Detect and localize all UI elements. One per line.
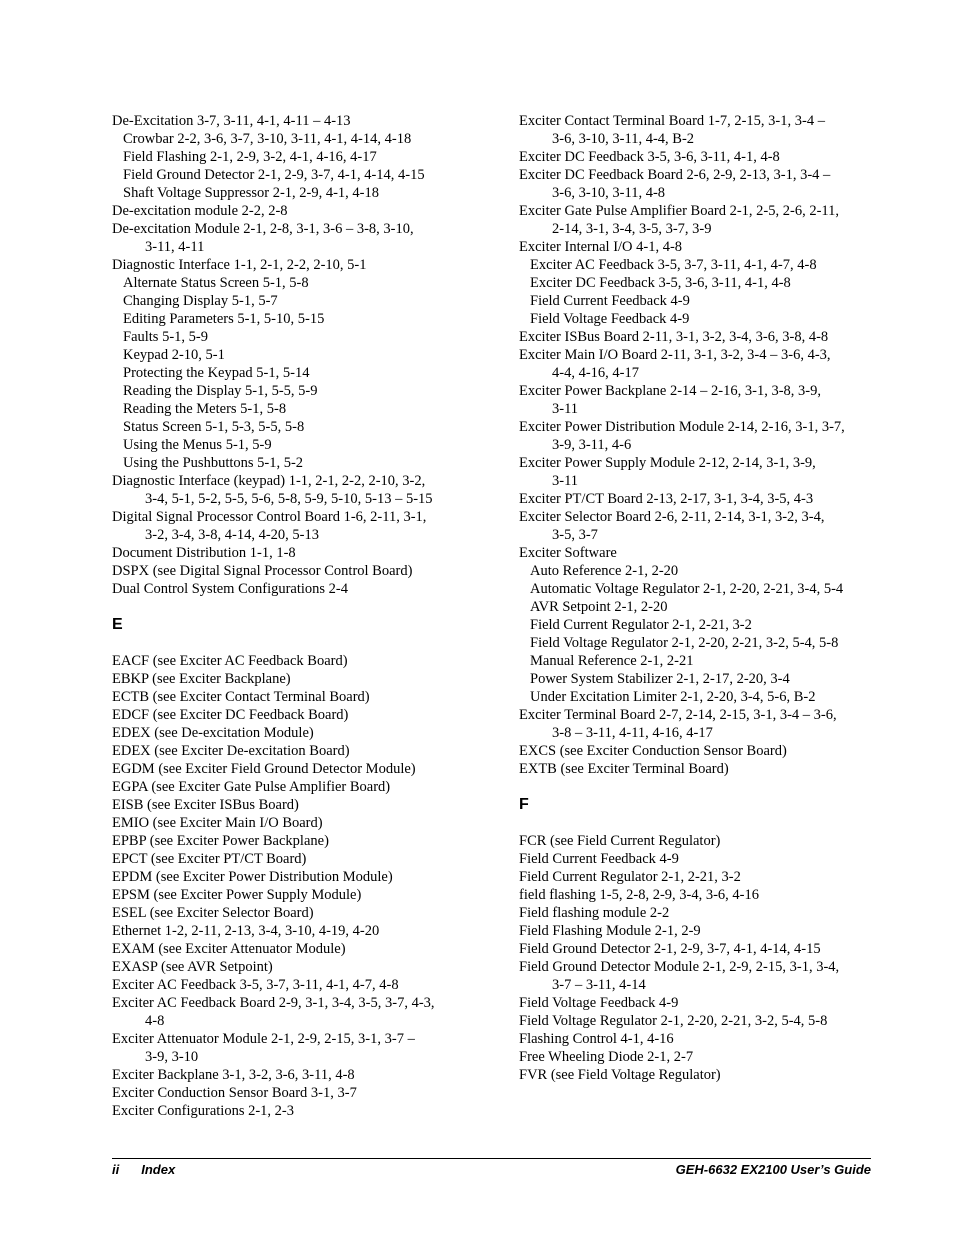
entry-text: De-Excitation 3-7, 3-11, 4-1, 4-11 – 4-13 bbox=[112, 113, 351, 129]
entry-continuation: 3-6, 3-10, 3-11, 4-8 bbox=[552, 185, 666, 201]
entry-text: Power System Stabilizer 2-1, 2-17, 2-20, 3-4 bbox=[530, 671, 790, 687]
index-subentry bbox=[112, 166, 472, 184]
entry-text: ESEL (see Exciter Selector Board) bbox=[112, 905, 314, 921]
index-entry bbox=[519, 904, 879, 922]
entry-text: EDEX (see Exciter De-excitation Board) bbox=[112, 743, 350, 759]
index-entry bbox=[519, 886, 879, 904]
entry-text: EDEX (see De-excitation Module) bbox=[112, 725, 314, 741]
index-subentry bbox=[519, 670, 879, 688]
page-number: ii bbox=[112, 1162, 120, 1177]
entry-text: EISB (see Exciter ISBus Board) bbox=[112, 797, 299, 813]
entry-text: Ethernet 1-2, 2-11, 2-13, 3-4, 3-10, 4-19, 4-20 bbox=[112, 923, 380, 939]
entry-text: Document Distribution 1-1, 1-8 bbox=[112, 545, 296, 561]
entry-text: Exciter DC Feedback Board 2-6, 2-9, 2-13, 3-1, 3-4 – bbox=[519, 167, 831, 183]
entry-text: Field Flashing Module 2-1, 2-9 bbox=[519, 923, 701, 939]
entry-text: Faults 5-1, 5-9 bbox=[123, 329, 208, 345]
entry-text: EACF (see Exciter AC Feedback Board) bbox=[112, 653, 348, 669]
index-subentry bbox=[519, 634, 879, 652]
index-entry bbox=[112, 112, 472, 130]
index-subentry bbox=[112, 148, 472, 166]
entry-continuation: 2-14, 3-1, 3-4, 3-5, 3-7, 3-9 bbox=[552, 221, 712, 237]
index-entry bbox=[112, 1084, 472, 1102]
entry-text: Field Current Regulator 2-1, 2-21, 3-2 bbox=[530, 617, 752, 633]
index-subentry bbox=[112, 364, 472, 382]
entry-text: Field flashing module 2-2 bbox=[519, 905, 670, 921]
entry-text: Exciter Internal I/O 4-1, 4-8 bbox=[519, 239, 683, 255]
entry-text: Digital Signal Processor Control Board 1-6, 2-11, 3-1, bbox=[112, 509, 427, 525]
entry-text: Exciter Conduction Sensor Board 3-1, 3-7 bbox=[112, 1085, 357, 1101]
entry-text: Auto Reference 2-1, 2-20 bbox=[530, 563, 679, 579]
entry-text: FCR (see Field Current Regulator) bbox=[519, 833, 721, 849]
entry-text: Field Voltage Feedback 4-9 bbox=[530, 311, 690, 327]
entry-text: Exciter Software bbox=[519, 545, 617, 561]
entry-continuation: 4-8 bbox=[145, 1013, 165, 1029]
index-entry bbox=[112, 508, 472, 544]
index-entry bbox=[519, 544, 879, 562]
index-entry bbox=[112, 976, 472, 994]
footer-divider bbox=[112, 1158, 871, 1159]
entry-text: De-excitation Module 2-1, 2-8, 3-1, 3-6 – 3-8, 3-10, bbox=[112, 221, 414, 237]
index-subentry bbox=[519, 688, 879, 706]
index-entry bbox=[519, 958, 879, 994]
index-subentry bbox=[112, 328, 472, 346]
index-entry bbox=[112, 220, 472, 256]
index-subentry bbox=[519, 580, 879, 598]
entry-text: Exciter AC Feedback 3-5, 3-7, 3-11, 4-1, 4-7, 4-8 bbox=[530, 257, 817, 273]
index-entry bbox=[112, 778, 472, 796]
entry-text: Exciter DC Feedback 3-5, 3-6, 3-11, 4-1, 4-8 bbox=[519, 149, 780, 165]
entry-text: EPCT (see Exciter PT/CT Board) bbox=[112, 851, 307, 867]
index-entry bbox=[112, 868, 472, 886]
index-entry bbox=[519, 238, 879, 256]
entry-text: Field Ground Detector 2-1, 2-9, 3-7, 4-1, 4-14, 4-15 bbox=[519, 941, 821, 957]
entry-continuation: 3-8 – 3-11, 4-11, 4-16, 4-17 bbox=[552, 725, 713, 741]
entry-continuation: 3-9, 3-10 bbox=[145, 1049, 199, 1065]
index-entry bbox=[519, 1048, 879, 1066]
index-subentry bbox=[112, 184, 472, 202]
index-subentry bbox=[112, 292, 472, 310]
entry-text: EPDM (see Exciter Power Distribution Module) bbox=[112, 869, 393, 885]
index-entry bbox=[519, 994, 879, 1012]
index-entry bbox=[112, 1066, 472, 1084]
entry-text: FVR (see Field Voltage Regulator) bbox=[519, 1067, 721, 1083]
index-entry bbox=[112, 472, 472, 508]
entry-text: Alternate Status Screen 5-1, 5-8 bbox=[123, 275, 309, 291]
index-entry bbox=[519, 760, 879, 778]
index-entry bbox=[519, 382, 879, 418]
index-entry bbox=[112, 256, 472, 274]
index-entry bbox=[112, 202, 472, 220]
section-heading: F bbox=[519, 796, 529, 813]
entry-text: EPSM (see Exciter Power Supply Module) bbox=[112, 887, 362, 903]
index-entry bbox=[519, 346, 879, 382]
index-entry bbox=[519, 418, 879, 454]
entry-text: Field Ground Detector 2-1, 2-9, 3-7, 4-1, 4-14, 4-15 bbox=[123, 167, 425, 183]
entry-continuation: 3-6, 3-10, 3-11, 4-4, B-2 bbox=[552, 131, 695, 147]
entry-continuation: 4-4, 4-16, 4-17 bbox=[552, 365, 639, 381]
index-entry bbox=[519, 832, 879, 850]
index-subentry bbox=[112, 346, 472, 364]
index-entry bbox=[112, 706, 472, 724]
index-subentry bbox=[112, 400, 472, 418]
index-subentry bbox=[112, 382, 472, 400]
entry-text: Exciter Gate Pulse Amplifier Board 2-1, 2-5, 2-6, 2-11, bbox=[519, 203, 839, 219]
entry-text: Exciter AC Feedback Board 2-9, 3-1, 3-4, 3-5, 3-7, 4-3, bbox=[112, 995, 435, 1011]
entry-text: Editing Parameters 5-1, 5-10, 5-15 bbox=[123, 311, 325, 327]
index-entry bbox=[112, 796, 472, 814]
entry-text: EXCS (see Exciter Conduction Sensor Board) bbox=[519, 743, 787, 759]
entry-continuation: 3-11 bbox=[552, 401, 579, 417]
index-subentry bbox=[519, 256, 879, 274]
entry-continuation: 3-11 bbox=[552, 473, 579, 489]
index-entry bbox=[112, 886, 472, 904]
entry-text: DSPX (see Digital Signal Processor Control Board) bbox=[112, 563, 413, 579]
index-entry bbox=[519, 742, 879, 760]
entry-text: Automatic Voltage Regulator 2-1, 2-20, 2-21, 3-4, 5-4 bbox=[530, 581, 844, 597]
index-subentry bbox=[519, 310, 879, 328]
entry-text: De-excitation module 2-2, 2-8 bbox=[112, 203, 288, 219]
index-entry bbox=[519, 1030, 879, 1048]
index-entry bbox=[519, 454, 879, 490]
index-column-right bbox=[519, 112, 879, 1084]
index-entry bbox=[519, 868, 879, 886]
entry-text: Field Ground Detector Module 2-1, 2-9, 2-15, 3-1, 3-4, bbox=[519, 959, 840, 975]
index-entry bbox=[112, 688, 472, 706]
entry-text: AVR Setpoint 2-1, 2-20 bbox=[530, 599, 668, 615]
entry-text: EGDM (see Exciter Field Ground Detector Module) bbox=[112, 761, 416, 777]
entry-text: Exciter Power Backplane 2-14 – 2-16, 3-1, 3-8, 3-9, bbox=[519, 383, 822, 399]
entry-text: Exciter Main I/O Board 2-11, 3-1, 3-2, 3-4 – 3-6, 4-3, bbox=[519, 347, 831, 363]
entry-text: EDCF (see Exciter DC Feedback Board) bbox=[112, 707, 349, 723]
entry-continuation: 3-9, 3-11, 4-6 bbox=[552, 437, 632, 453]
entry-text: EXAM (see Exciter Attenuator Module) bbox=[112, 941, 346, 957]
index-entry bbox=[112, 652, 472, 670]
entry-text: Manual Reference 2-1, 2-21 bbox=[530, 653, 694, 669]
index-entry bbox=[112, 850, 472, 868]
index-entry bbox=[112, 994, 472, 1030]
entry-text: Field Voltage Feedback 4-9 bbox=[519, 995, 679, 1011]
index-entry bbox=[519, 940, 879, 958]
index-entry bbox=[112, 940, 472, 958]
index-entry bbox=[112, 544, 472, 562]
index-entry bbox=[112, 922, 472, 940]
entry-text: Changing Display 5-1, 5-7 bbox=[123, 293, 278, 309]
index-subentry bbox=[519, 562, 879, 580]
index-subentry bbox=[519, 652, 879, 670]
entry-text: Exciter Terminal Board 2-7, 2-14, 2-15, 3-1, 3-4 – 3-6, bbox=[519, 707, 837, 723]
index-entry bbox=[112, 1030, 472, 1066]
index-entry bbox=[519, 166, 879, 202]
entry-text: Field Current Feedback 4-9 bbox=[519, 851, 679, 867]
index-entry bbox=[519, 706, 879, 742]
index-entry bbox=[112, 742, 472, 760]
index-entry bbox=[112, 760, 472, 778]
index-entry bbox=[519, 112, 879, 148]
entry-text: Field Current Feedback 4-9 bbox=[530, 293, 690, 309]
index-entry bbox=[112, 958, 472, 976]
entry-text: Exciter DC Feedback 3-5, 3-6, 3-11, 4-1, 4-8 bbox=[530, 275, 791, 291]
entry-text: Under Excitation Limiter 2-1, 2-20, 3-4, 5-6, B-2 bbox=[530, 689, 816, 705]
entry-text: Shaft Voltage Suppressor 2-1, 2-9, 4-1, 4-18 bbox=[123, 185, 380, 201]
section-heading: E bbox=[112, 616, 123, 633]
entry-text: Exciter Power Supply Module 2-12, 2-14, 3-1, 3-9, bbox=[519, 455, 816, 471]
entry-text: Exciter Power Distribution Module 2-14, 2-16, 3-1, 3-7, bbox=[519, 419, 845, 435]
entry-text: Field Flashing 2-1, 2-9, 3-2, 4-1, 4-16, 4-17 bbox=[123, 149, 377, 165]
entry-text: Crowbar 2-2, 3-6, 3-7, 3-10, 3-11, 4-1, 4-14, 4-18 bbox=[123, 131, 412, 147]
entry-text: Exciter Configurations 2-1, 2-3 bbox=[112, 1103, 295, 1119]
index-entry bbox=[112, 904, 472, 922]
entry-text: Using the Menus 5-1, 5-9 bbox=[123, 437, 272, 453]
entry-text: Diagnostic Interface 1-1, 2-1, 2-2, 2-10, 5-1 bbox=[112, 257, 367, 273]
index-entry bbox=[519, 148, 879, 166]
entry-text: EPBP (see Exciter Power Backplane) bbox=[112, 833, 329, 849]
index-entry bbox=[112, 724, 472, 742]
entry-text: Field Voltage Regulator 2-1, 2-20, 2-21, 3-2, 5-4, 5-8 bbox=[519, 1013, 828, 1029]
entry-text: Exciter Selector Board 2-6, 2-11, 2-14, 3-1, 3-2, 3-4, bbox=[519, 509, 825, 525]
index-entry bbox=[112, 580, 472, 598]
entry-text: Flashing Control 4-1, 4-16 bbox=[519, 1031, 674, 1047]
index-subentry bbox=[112, 454, 472, 472]
entry-continuation: 3-2, 3-4, 3-8, 4-14, 4-20, 5-13 bbox=[145, 527, 319, 543]
index-column-left bbox=[112, 112, 472, 1120]
index-entry bbox=[112, 832, 472, 850]
footer-doc-title: GEH-6632 EX2100 User’s Guide bbox=[675, 1162, 871, 1177]
index-subentry bbox=[519, 616, 879, 634]
index-entry bbox=[519, 850, 879, 868]
index-subentry bbox=[112, 130, 472, 148]
index-entry bbox=[519, 922, 879, 940]
entry-text: Exciter Backplane 3-1, 3-2, 3-6, 3-11, 4-8 bbox=[112, 1067, 355, 1083]
entry-text: Keypad 2-10, 5-1 bbox=[123, 347, 225, 363]
entry-text: Field Current Regulator 2-1, 2-21, 3-2 bbox=[519, 869, 741, 885]
footer-left bbox=[112, 1162, 175, 1178]
entry-text: Using the Pushbuttons 5-1, 5-2 bbox=[123, 455, 304, 471]
index-entry bbox=[519, 1066, 879, 1084]
entry-text: Free Wheeling Diode 2-1, 2-7 bbox=[519, 1049, 694, 1065]
index-entry bbox=[112, 670, 472, 688]
index-subentry bbox=[112, 418, 472, 436]
footer-section: Index bbox=[141, 1162, 176, 1177]
index-subentry bbox=[519, 598, 879, 616]
entry-text: Exciter Attenuator Module 2-1, 2-9, 2-15, 3-1, 3-7 – bbox=[112, 1031, 415, 1047]
index-entry bbox=[112, 1102, 472, 1120]
entry-text: EXTB (see Exciter Terminal Board) bbox=[519, 761, 729, 777]
entry-text: Exciter PT/CT Board 2-13, 2-17, 3-1, 3-4, 3-5, 4-3 bbox=[519, 491, 814, 507]
entry-text: Status Screen 5-1, 5-3, 5-5, 5-8 bbox=[123, 419, 305, 435]
entry-continuation: 3-5, 3-7 bbox=[552, 527, 598, 543]
entry-text: EGPA (see Exciter Gate Pulse Amplifier Board) bbox=[112, 779, 391, 795]
entry-text: Diagnostic Interface (keypad) 1-1, 2-1, 2-2, 2-10, 3-2, bbox=[112, 473, 426, 489]
entry-text: Exciter Contact Terminal Board 1-7, 2-15, 3-1, 3-4 – bbox=[519, 113, 825, 129]
index-entry bbox=[112, 562, 472, 580]
entry-text: ECTB (see Exciter Contact Terminal Board) bbox=[112, 689, 370, 705]
index-entry bbox=[519, 1012, 879, 1030]
entry-text: EBKP (see Exciter Backplane) bbox=[112, 671, 291, 687]
entry-text: Dual Control System Configurations 2-4 bbox=[112, 581, 349, 597]
entry-continuation: 3-4, 5-1, 5-2, 5-5, 5-6, 5-8, 5-9, 5-10, 5-13 – 5-15 bbox=[145, 491, 433, 507]
index-subentry bbox=[519, 274, 879, 292]
entry-text: Exciter AC Feedback 3-5, 3-7, 3-11, 4-1, 4-7, 4-8 bbox=[112, 977, 399, 993]
index-subentry bbox=[112, 310, 472, 328]
index-entry bbox=[519, 508, 879, 544]
entry-text: Field Voltage Regulator 2-1, 2-20, 2-21, 3-2, 5-4, 5-8 bbox=[530, 635, 839, 651]
entry-text: EMIO (see Exciter Main I/O Board) bbox=[112, 815, 323, 831]
entry-text: EXASP (see AVR Setpoint) bbox=[112, 959, 273, 975]
entry-text: field flashing 1-5, 2-8, 2-9, 3-4, 3-6, 4-16 bbox=[519, 887, 760, 903]
index-entry bbox=[112, 814, 472, 832]
entry-text: Reading the Display 5-1, 5-5, 5-9 bbox=[123, 383, 318, 399]
index-subentry bbox=[519, 292, 879, 310]
index-subentry bbox=[112, 274, 472, 292]
entry-continuation: 3-7 – 3-11, 4-14 bbox=[552, 977, 646, 993]
index-subentry bbox=[112, 436, 472, 454]
entry-text: Exciter ISBus Board 2-11, 3-1, 3-2, 3-4, 3-6, 3-8, 4-8 bbox=[519, 329, 829, 345]
entry-text: Protecting the Keypad 5-1, 5-14 bbox=[123, 365, 310, 381]
index-entry bbox=[519, 328, 879, 346]
entry-continuation: 3-11, 4-11 bbox=[145, 239, 205, 255]
entry-text: Reading the Meters 5-1, 5-8 bbox=[123, 401, 287, 417]
index-entry bbox=[519, 490, 879, 508]
index-entry bbox=[519, 202, 879, 238]
